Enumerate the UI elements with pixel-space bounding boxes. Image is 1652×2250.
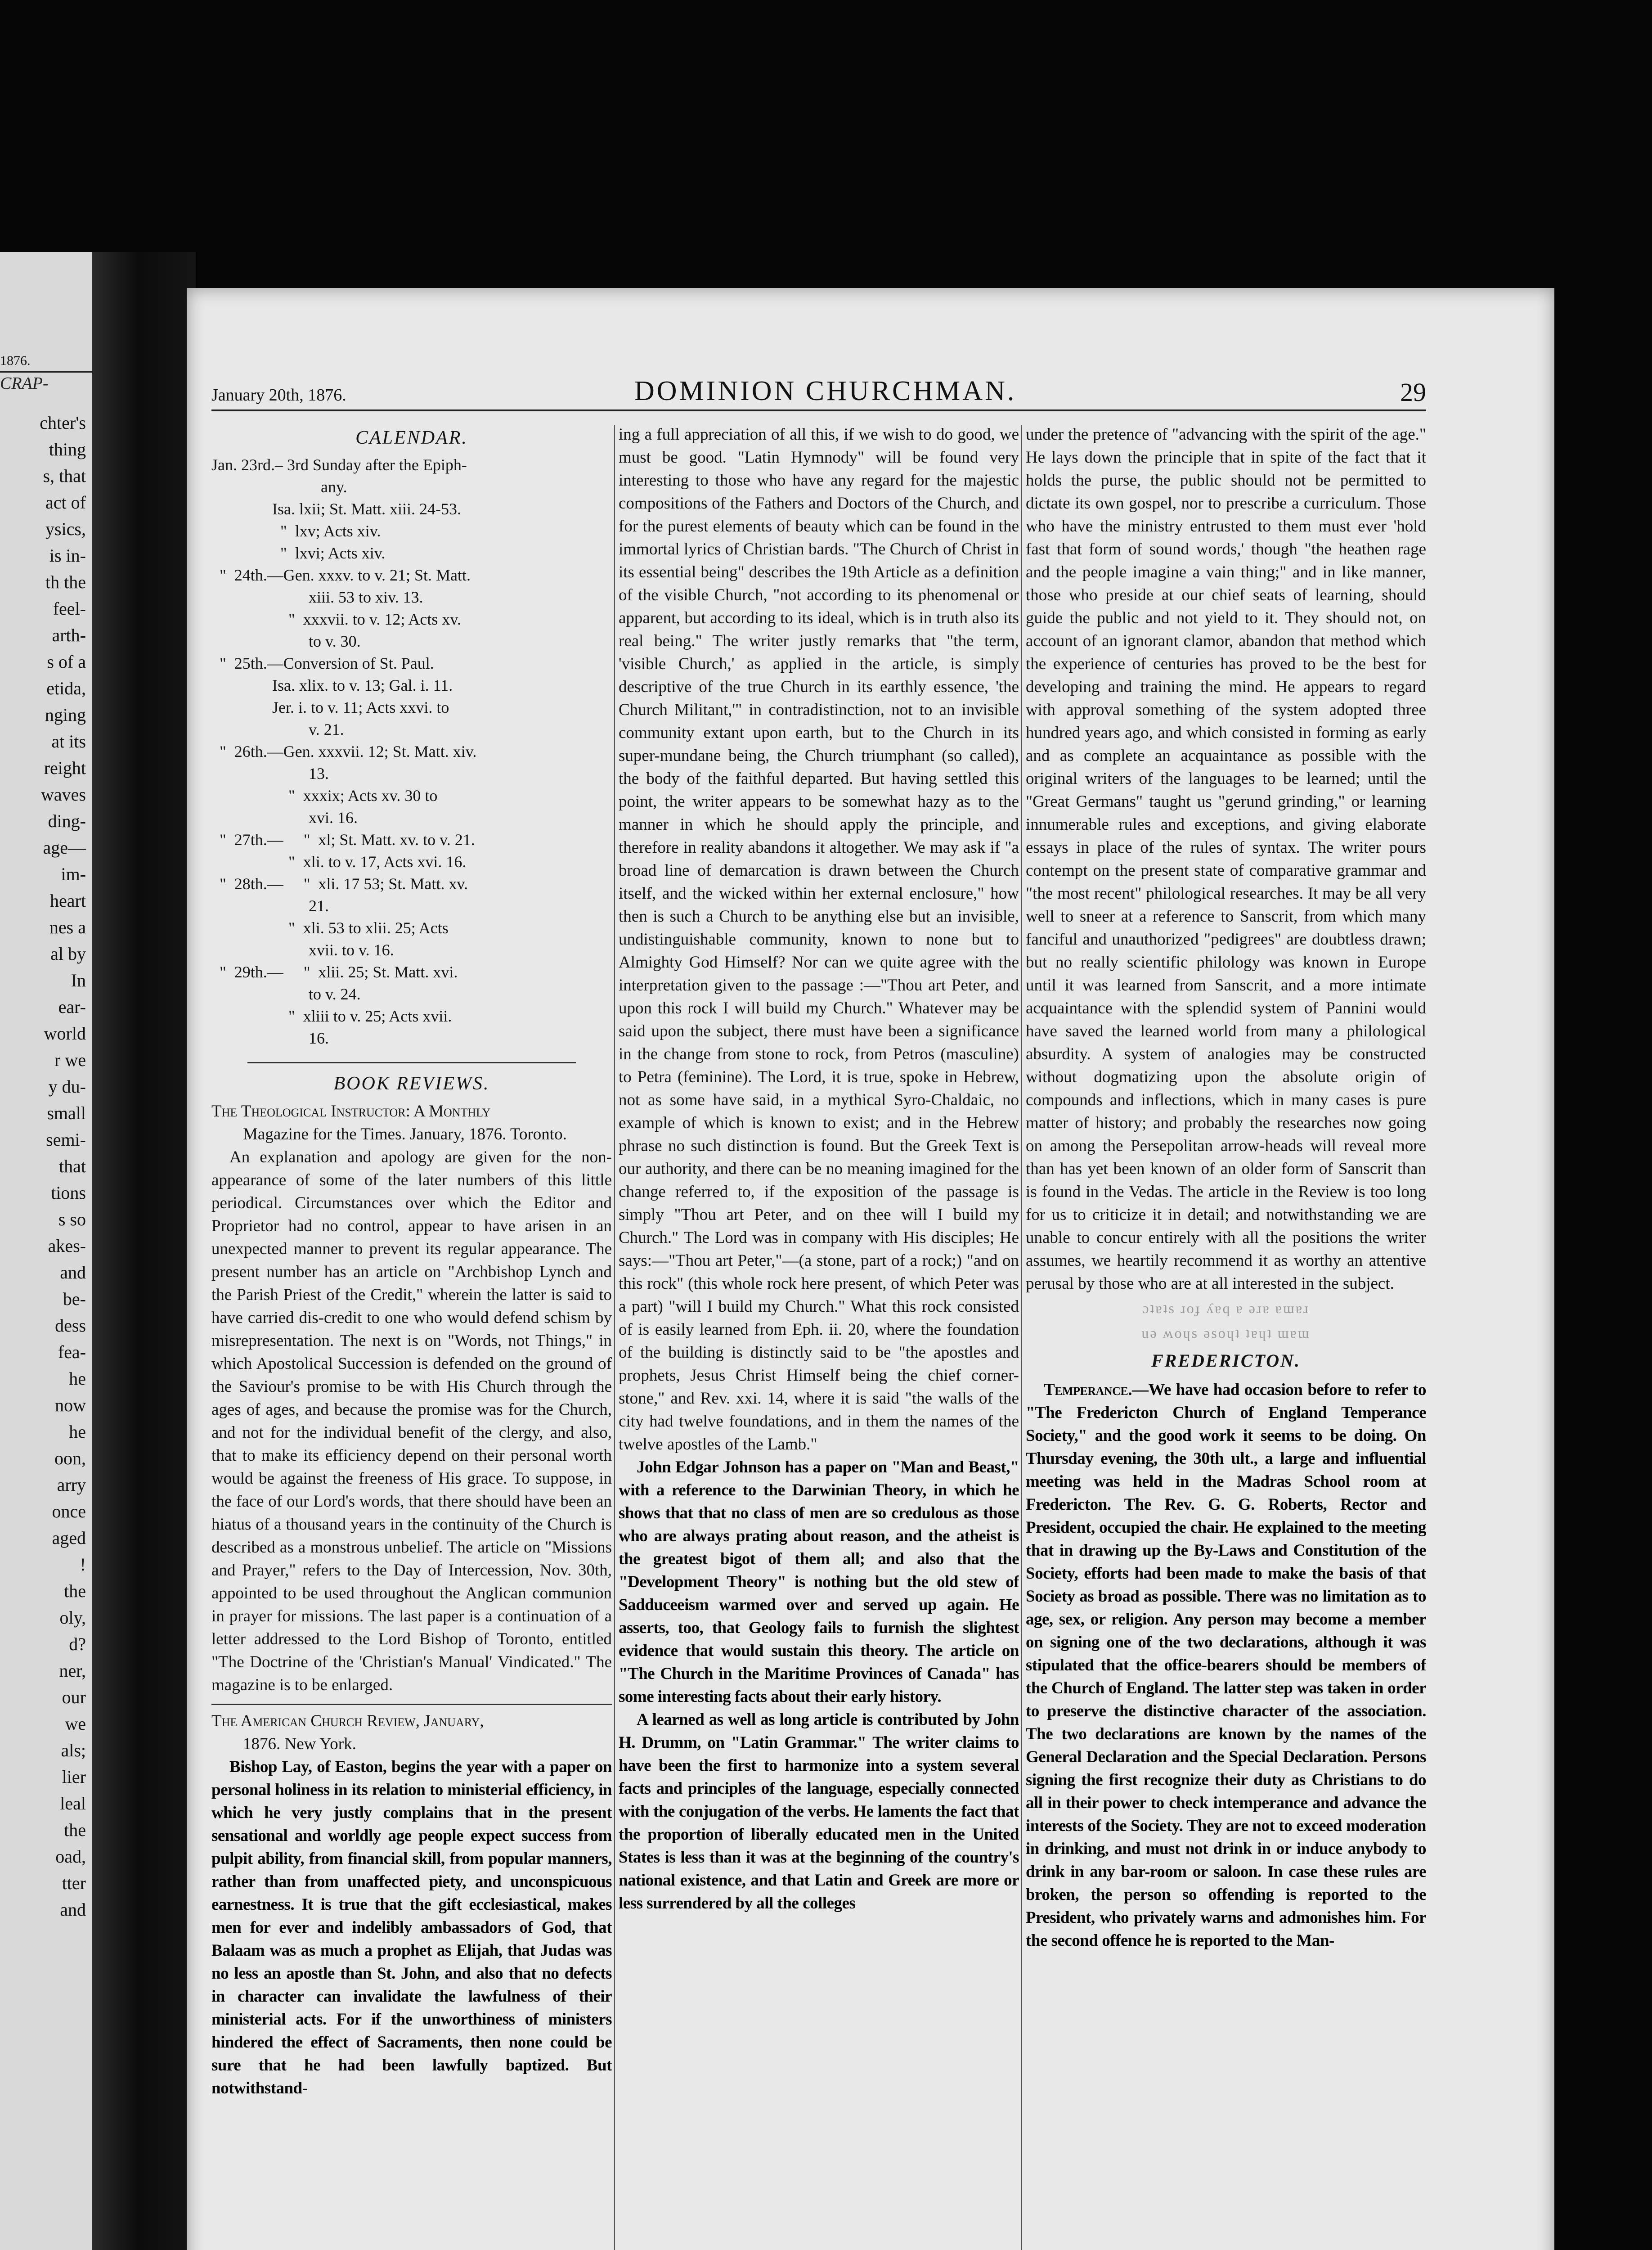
previous-page-line-fragment: fea- xyxy=(58,1342,86,1362)
previous-page-line-fragment: world xyxy=(44,1023,86,1044)
calendar-list xyxy=(211,454,612,1049)
previous-page-line-fragment: th the xyxy=(45,572,86,592)
calendar-entry: " xli. 53 to xlii. 25; Acts xyxy=(211,919,449,937)
calendar-entry: " xli. to v. 17, Acts xvi. 16. xyxy=(211,853,467,871)
previous-page-line-fragment: small xyxy=(47,1103,86,1123)
previous-page-line-fragment: thing xyxy=(49,439,86,459)
previous-page-line-fragment: semi- xyxy=(46,1130,86,1150)
review-heading xyxy=(211,1100,612,1146)
article-paragraph: under the pretence of "advancing with the spirit of the age." He lays down the principle that in spite of the fact that it holds the purse, the public should not be permitted to dictate its own gospel, nor to prescribe a curriculum. Those who have the ministry entrusted to them must ever 'hold fast that form of sound words,' though "the heathen rage and the people imagine a vain thing;" and in like manner, those who preside at our chief seats of learning, should guide the public and not yield to it. They should not, on account of an ignorant clamor, abandon that method which the experience of centuries has proved to be the best for developing and training the mind. He appears to regard with approval something of the system adopted three hundred years ago, and which consisted in forming as early and as complete an acquaintance as possible with the original writers of the languages to be learned; until the "Great Germans" taught us "gerund grinding," or learning innumerable rules and exceptions, and giving elaborate essays in place of the rules of syntax. The writer pours contempt on the present state of comparative grammar and "the most recent" philological researches. It may be all very well to sneer at a reference to Sanscrit, from which many fanciful and unauthorized "pedigrees" are doubtless drawn; but no really scientific philology was known in Europe until it was learned from Sanscrit, and a more intimate acquaintance with the splendid system of Pannini would have saved the learned world from many a philological absurdity. A system of analogies may be constructed without dogmatizing upon the absolute origin of compounds and inflections, which in many cases is pure matter of history; and probably the researches now going on among the Persepolitan arrow-heads will reveal more than has yet been known of an older form of Sanscrit than is found in the Vedas. The article in the Review is too long for us to criticize it in detail; and notwithstanding we are unable to concur entirely with all the positions the writer assumes, we heartily recommend it as worthy an attentive perusal by those who are at all interested in the subject. xyxy=(1026,425,1426,1293)
previous-page-line-fragment: is in- xyxy=(49,545,86,566)
review-body: Bishop Lay, of Easton, begins the year with a paper on personal holiness in its relation to ministerial efficiency, in which he very justly complains that in the present sensational and worldly age people expect success from pulpit ability, from financial skill, from popular manners, rather than from unaffected piety, and unconspicuous earnestness. It is true that the gift ecclesiastical, makes men for ever and indelibly ambassadors of God, that Balaam was as much a prophet as Elijah, that Judas was no less an apostle than St. John, and also that no defects in character can invalidate the lawfulness of their ministerial acts. For if the unworthiness of ministers hindered the effect of Sacraments, then none could be sure that he had been lawfully baptized. But notwithstand- xyxy=(211,1758,612,2097)
paragraph-text: —We have had occasion before to refer to "The Fredericton Church of England Temperance Society," and the good work it seems to be doing. On Thursday evening, the 30th ult., a large and influential meeting was held in the Madras School room at Fredericton. The Rev. G. G. Roberts, Rector and President, occupied the chair. He explained to the meeting that in drawing up the By-Laws and Constitution of the Society, efforts had been made to make the basis of that Society as broad as possible. There was no limitation as to age, sex, or religion. Any person may become a member on signing one of the two declarations, although it was stipulated that the office-bearers should be members of the Church of England. The latter step was taken in order to preserve the distinctive character of the association. The two declarations are known by the names of the General Declaration and the Special Declaration. Persons signing the first recognize their duty as Christians to do all in their power to check intemperance and advance the interests of the Society. They are not to exceed moderation in drinking, and must not drink in or induce anybody to drink in any bar-room or saloon. In case these rules are broken, the person so offending is reported to the President, who privately warns and admonishes him. For the second offence he is reported to the Man- xyxy=(1026,1381,1426,1950)
calendar-entry: xvii. to v. 16. xyxy=(211,941,394,959)
previous-page-line-fragment: d? xyxy=(69,1634,86,1654)
calendar-title: CALENDAR. xyxy=(355,428,468,448)
previous-page-line-fragment: s of a xyxy=(47,652,86,672)
previous-page-line-fragment: be- xyxy=(63,1289,86,1309)
previous-page-line-fragment: dess xyxy=(55,1315,86,1336)
article-paragraph: John Edgar Johnson has a paper on "Man and Beast," with a reference to the Darwinian Theory, in which he shows that that no class of men are so credulous as those who are always prating about reason, and the atheist is the greatest bigot of them all; and also that the "Development Theory" is nothing but the old stew of Sadduceeism warmed over and served up again. He asserts, too, that Geology fails to furnish the slightest evidence that would sustain this theory. The article on "The Church in the Maritime Provinces of Canada" has some interesting facts about their early history. xyxy=(619,1458,1019,1706)
calendar-entry: to v. 30. xyxy=(211,632,361,650)
previous-page-line-fragment: r we xyxy=(54,1050,86,1070)
previous-page-line-fragment: feel- xyxy=(53,598,86,619)
previous-page-line-fragment: arry xyxy=(57,1475,86,1495)
previous-page-line-fragment: al by xyxy=(50,944,86,964)
previous-page-line-fragment: now xyxy=(55,1395,86,1415)
column-one xyxy=(211,423,612,2250)
calendar-entry: " 29th.— " xlii. 25; St. Matt. xvi. xyxy=(211,963,458,981)
column-rule xyxy=(614,425,615,2250)
previous-page-edge xyxy=(0,252,94,2250)
calendar-entry: " 25th.—Conversion of St. Paul. xyxy=(211,654,434,672)
review-title: The Theological Instructor: A Monthly xyxy=(211,1102,491,1120)
previous-page-line-fragment: and xyxy=(60,1899,86,1920)
section-divider xyxy=(247,1062,576,1063)
previous-page-line-fragment: tions xyxy=(51,1183,86,1203)
calendar-entry: " xxxix; Acts xv. 30 to xyxy=(211,787,438,805)
previous-page-line-fragment: ding- xyxy=(48,811,86,831)
review-title: The American Church Review, January, xyxy=(211,1712,484,1730)
article-paragraph: A learned as well as long article is contributed by John H. Drumm, on "Latin Grammar." The writer claims to have been the first to harmonize into a system several facts and principles of the language, especially connected with the conjugation of the verbs. He laments the fact that the proportion of liberally educated men in the United States is less than it was at the beginning of the country's national existence, and that Latin and Greek are more or less surrendered by all the colleges xyxy=(619,1710,1019,1912)
review-body: An explanation and apology are given for the non-appearance of some of the later numbers of this little periodical. Circumstances over which the Editor and Proprietor had no control, appear to have arisen in an unexpected manner to prevent its regular appearance. The present number has an article on "Archbishop Lynch and the Parish Priest of the Credit," wherein the latter is said to have carried dis-credit to one who would defend schism by misrepresentation. The next is on "Words, not Things," in which Apostolical Succession is defended on the ground of the Saviour's promise to be with His Church through the ages of ages, and because the promise was for the Church, and not for the individual benefit of the clergy, and also, that to make its efficiency depend on their personal worth would be against the freeness of His grace. To suppose, in the face of our Lord's words, that there should have been an hiatus of a thousand years in the continuity of the Church is described as a monstrous unbelief. The article on "Missions and Prayer," refers to the Day of Intercession, Nov. 30th, appointed to be used throughout the Anglican communion in prayer for missions. The last paper is a continuation of a letter addressed to the Lord Bishop of Toronto, entitled "The Doctrine of the 'Christian's Manual' Vindicated." The magazine is to be enlarged. xyxy=(211,1148,612,1694)
previous-page-line-fragment: waves xyxy=(41,784,86,805)
previous-page-line-fragment: heart xyxy=(50,891,86,911)
calendar-entry: xiii. 53 to xiv. 13. xyxy=(211,588,423,606)
previous-page-line-fragment: and xyxy=(60,1262,86,1282)
review-subtitle: 1876. New York. xyxy=(243,1735,356,1753)
previous-page-line-fragment: s, that xyxy=(43,466,86,486)
previous-page-line-fragment: leal xyxy=(60,1793,86,1814)
page-number: 29 xyxy=(1400,378,1426,407)
show-through-text: ɔʇɐʇs ɹoɟ ʎɐq ɐ ǝɹɐ ɐɯɐɹ xyxy=(1142,1300,1310,1316)
previous-page-line-fragment: In xyxy=(71,970,86,990)
article-paragraph: ing a full appreciation of all this, if we wish to do good, we must be good. "Latin Hymnody" will be found very interesting to those who have any regard for the majestic compositions of the Fathers and Doctors of the Church, and for the purest elements of beauty which can be found in the immortal lyrics of Christian bards. "The Church of Christ in its essential being" describes the 19th Article as a definition of the visible Church, "not according to its phenomenal or apparent, but according to its ideal, which is in truth also its real being." The writer justly remarks that "the term, 'visible Church,' as applied in the article, is simply descriptive of the true Church in its earthly essence, 'the Church Militant,'" in contradistinction, not to an invisible community extant upon earth, but to the Church in its super-mundane being, the Church triumphant (so called), the body of the faithful departed. But having settled this point, the writer appears to be somewhat hazy as to the manner in which he should apply the principle, and therefore in reality abandons it altogether. We may ask if "a broad line of demarcation is drawn between the Church itself, and the wicked within her external enclosure," how then is such a Church to be anything else but an invisible, undistinguishable community, known to none but to Almighty God Himself? Nor can we quite agree with the interpretation given to the passage :—"Thou art Peter, and upon this rock I will build my Church." Whatever may be said upon the subject, there must have been a significance in the change from stone to rock, from Petros (masculine) to Petra (feminine). The Lord, it is true, spoke in Hebrew, not as some have said, in a mythical Syro-Chaldaic, no example of which is known to exist; and in the Hebrew phrase no such distinction is found. But the Greek Text is our authority, and there can be no meaning imagined for the change referred to, if the exposition of the passage is simply "Thou art Peter, and on thee will I build my Church." The Lord was in company with His disciples; He says:—"Thou art Peter,"—(a stone, part of a rock;) "and on this rock" (this whole rock here present, of which Peter was a part) "will I build my Church." What this rock consisted of is easily learned from Eph. ii. 20, where the foundation of the building is distinctly said to be "the apostles and prophets, Jesus Christ Himself being the chief corner-stone," and Rev. xxi. 14, where it is said "the walls of the city had twelve foundations, and in them the names of the twelve apostles of the Lamb." xyxy=(619,425,1019,1454)
previous-page-line-fragment: tter xyxy=(62,1873,86,1893)
previous-page-line-fragment: once xyxy=(52,1501,86,1521)
review-heading xyxy=(211,1710,612,1755)
calendar-entry: " lxvi; Acts xiv. xyxy=(211,544,386,562)
previous-page-line-fragment: age— xyxy=(43,837,86,858)
calendar-entry: 13. xyxy=(211,765,329,783)
calendar-entry: " xliii to v. 25; Acts xvii. xyxy=(211,1007,452,1025)
calendar-entry: to v. 24. xyxy=(211,985,361,1003)
previous-page-line-fragment: oad, xyxy=(55,1846,86,1867)
previous-page-line-fragment: he xyxy=(69,1422,86,1442)
previous-page-header-fragment: 1876. xyxy=(0,353,92,373)
previous-page-line-fragment: chter's xyxy=(40,413,86,433)
previous-page-line-fragment: ner, xyxy=(59,1660,86,1681)
column-three xyxy=(1026,423,1426,2250)
calendar-entry: Isa. lxii; St. Matt. xiii. 24-53. xyxy=(211,500,461,518)
calendar-entry: " 24th.—Gen. xxxv. to v. 21; St. Matt. xyxy=(211,566,471,584)
previous-page-line-fragment: lier xyxy=(62,1767,86,1787)
previous-page-line-fragment: ear- xyxy=(58,997,86,1017)
previous-page-line-fragment: akes- xyxy=(48,1236,86,1256)
previous-page-line-fragment: the xyxy=(64,1820,86,1840)
previous-page-line-fragment: etida, xyxy=(46,678,86,698)
article-paragraph xyxy=(1026,1378,1426,1952)
previous-page-line-endings xyxy=(0,410,92,1923)
paragraph-lead: Temperance. xyxy=(1044,1381,1132,1399)
previous-page-line-fragment: we xyxy=(65,1714,86,1734)
previous-page-line-fragment: ysics, xyxy=(45,519,86,539)
calendar-entry: v. 21. xyxy=(211,720,344,738)
previous-page-line-fragment: nes a xyxy=(49,917,86,937)
calendar-entry: Jer. i. to v. 11; Acts xxvi. to xyxy=(211,698,449,716)
previous-page-line-fragment: im- xyxy=(61,864,86,884)
calendar-entry: 21. xyxy=(211,897,329,915)
column-two xyxy=(619,423,1019,2250)
calendar-entry: Jan. 23rd.– 3rd Sunday after the Epiph- xyxy=(211,456,467,474)
previous-page-line-fragment: oly, xyxy=(59,1607,86,1628)
previous-page-line-fragment: act of xyxy=(45,492,86,513)
calendar-entry: Isa. xlix. to v. 13; Gal. i. 11. xyxy=(211,676,453,694)
book-reviews-title: BOOK REVIEWS. xyxy=(333,1073,490,1094)
review-subtitle: Magazine for the Times. January, 1876. Toronto. xyxy=(243,1125,567,1143)
previous-page-line-fragment: reight xyxy=(44,758,86,778)
publication-title: DOMINION CHURCHMAN. xyxy=(634,376,1017,406)
calendar-entry: " 27th.— " xl; St. Matt. xv. to v. 21. xyxy=(211,831,475,849)
previous-page-line-fragment: aged xyxy=(52,1528,86,1548)
running-head xyxy=(211,369,1426,411)
previous-page-line-fragment: y du- xyxy=(48,1076,86,1097)
previous-page-line-fragment: ! xyxy=(80,1554,86,1575)
column-rule xyxy=(1021,425,1022,2250)
section-subhead: FREDERICTON. xyxy=(1151,1350,1301,1371)
previous-page-kicker-fragment: CRAP- xyxy=(0,374,49,393)
previous-page-line-fragment: oon, xyxy=(54,1448,86,1468)
previous-page-line-fragment: nging xyxy=(45,705,86,725)
previous-page-line-fragment: that xyxy=(59,1156,86,1176)
show-through-text: uǝ ʍoɥs ǝsoɥʇ ʇɐɥʇ ɯɐɯ xyxy=(1141,1325,1311,1341)
previous-page-line-fragment: at its xyxy=(51,731,86,752)
previous-page-line-fragment: arth- xyxy=(52,625,86,645)
previous-page-line-fragment: the xyxy=(64,1581,86,1601)
previous-page-line-fragment: he xyxy=(69,1368,86,1389)
calendar-entry: " 26th.—Gen. xxxvii. 12; St. Matt. xiv. xyxy=(211,742,477,760)
calendar-entry: " xxxvii. to v. 12; Acts xv. xyxy=(211,610,462,628)
newspaper-page xyxy=(187,288,1554,2250)
calendar-entry: any. xyxy=(211,478,347,496)
previous-page-line-fragment: s so xyxy=(58,1209,86,1229)
issue-date: January 20th, 1876. xyxy=(211,386,346,405)
binding-gutter xyxy=(92,252,196,2250)
previous-page-line-fragment: our xyxy=(62,1687,86,1707)
calendar-entry: xvi. 16. xyxy=(211,809,358,827)
calendar-entry: 16. xyxy=(211,1029,329,1047)
calendar-entry: " lxv; Acts xiv. xyxy=(211,522,381,540)
calendar-entry: " 28th.— " xli. 17 53; St. Matt. xv. xyxy=(211,875,468,893)
previous-page-line-fragment: als; xyxy=(61,1740,86,1760)
section-divider xyxy=(211,1704,612,1705)
